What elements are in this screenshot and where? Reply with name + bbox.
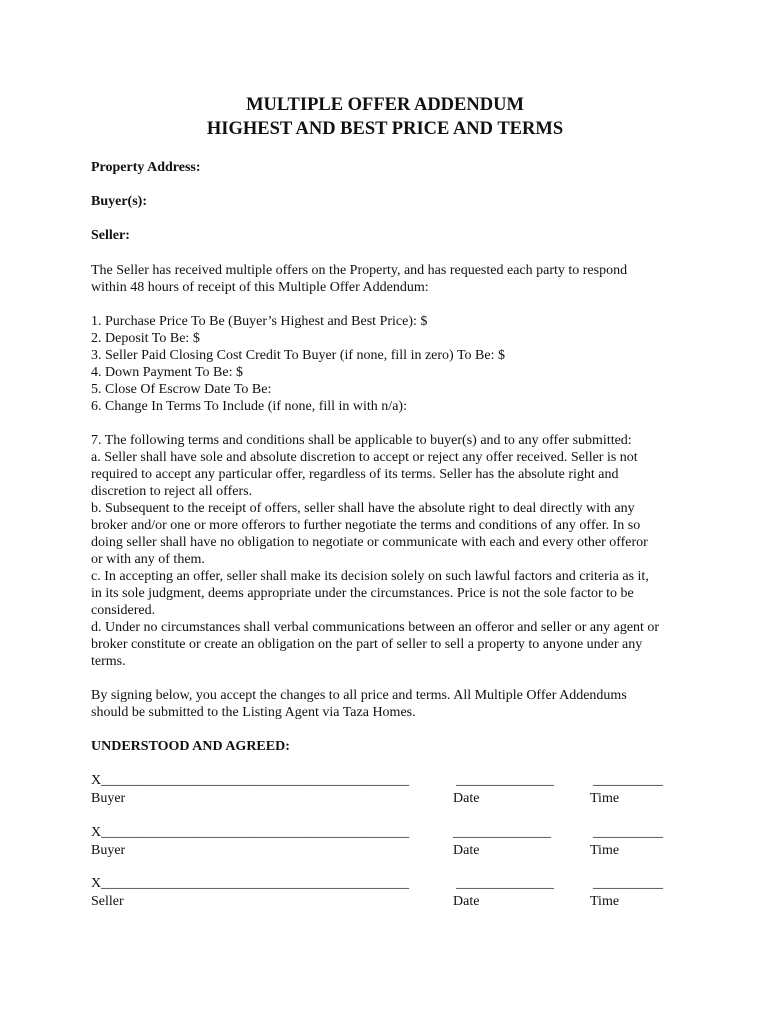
document-title-line-2: HIGHEST AND BEST PRICE AND TERMS — [206, 119, 564, 139]
buyer-1-time-line[interactable]: __________ — [593, 773, 663, 788]
seller-time-line[interactable]: __________ — [593, 876, 663, 891]
seller-time-label: Time — [590, 894, 620, 909]
buyer-2-date-label: Date — [453, 843, 480, 858]
buyer-2-role-label: Buyer — [91, 843, 126, 858]
offer-items-list — [91, 313, 691, 415]
offer-item: 6. Change In Terms To Include (if none, fill in with n/a): — [91, 399, 407, 414]
document-title-line-1: MULTIPLE OFFER ADDENDUM — [246, 95, 524, 115]
buyers-label: Buyer(s): — [91, 194, 147, 209]
terms-line: considered. — [91, 603, 156, 618]
buyer-1-date-line[interactable]: ______________ — [456, 773, 554, 788]
closing-paragraph — [91, 687, 691, 721]
terms-line: discretion to reject all offers. — [91, 484, 253, 499]
offer-item: 3. Seller Paid Closing Cost Credit To Buyer (if none, fill in zero) To Be: $ — [91, 348, 505, 363]
buyer-2-time-line[interactable]: __________ — [593, 825, 663, 840]
intro-line: within 48 hours of receipt of this Multiple Offer Addendum: — [91, 280, 429, 295]
terms-line: or with any of them. — [91, 552, 205, 567]
intro-line: The Seller has received multiple offers on the Property, and has requested each party to respond — [91, 263, 628, 278]
terms-line: terms. — [91, 654, 126, 669]
offer-item: 2. Deposit To Be: $ — [91, 331, 200, 346]
terms-line: broker constitute or create an obligation on the part of seller to sell a property to anyone under any — [91, 637, 643, 652]
seller-date-line[interactable]: ______________ — [456, 876, 554, 891]
terms-line: c. In accepting an offer, seller shall make its decision solely on such lawful factors and criteria as it, — [91, 569, 649, 584]
understood-agreed-heading: UNDERSTOOD AND AGREED: — [91, 739, 290, 754]
seller-role-label: Seller — [91, 894, 124, 909]
buyer-2-time-label: Time — [590, 843, 620, 858]
terms-paragraph — [91, 432, 691, 670]
terms-line: broker and/or one or more offerors to further negotiate the terms and conditions of any offer. In so — [91, 518, 641, 533]
seller-label: Seller: — [91, 228, 130, 243]
buyer-1-signature-line[interactable]: X____________________________________________ — [91, 773, 410, 788]
buyer-1-date-label: Date — [453, 791, 480, 806]
property-address-label: Property Address: — [91, 160, 201, 175]
terms-line: 7. The following terms and conditions shall be applicable to buyer(s) and to any offer submitted: — [91, 433, 632, 448]
offer-item: 4. Down Payment To Be: $ — [91, 365, 243, 380]
closing-line: By signing below, you accept the changes to all price and terms. All Multiple Offer Addendums — [91, 688, 627, 703]
buyer-1-role-label: Buyer — [91, 791, 126, 806]
terms-line: in its sole judgment, deems appropriate under the circumstances. Price is not the sole factor to be — [91, 586, 634, 601]
terms-line: b. Subsequent to the receipt of offers, seller shall have the absolute right to deal directly with any — [91, 501, 635, 516]
buyer-2-date-line[interactable]: ______________ — [453, 825, 551, 840]
buyer-1-time-label: Time — [590, 791, 620, 806]
offer-item: 5. Close Of Escrow Date To Be: — [91, 382, 272, 397]
offer-item: 1. Purchase Price To Be (Buyer’s Highest and Best Price): $ — [91, 314, 428, 329]
intro-paragraph — [91, 262, 691, 296]
seller-signature-line[interactable]: X____________________________________________ — [91, 876, 410, 891]
terms-line: d. Under no circumstances shall verbal communications between an offeror and seller or any agent or — [91, 620, 660, 635]
terms-line: doing seller shall have no obligation to negotiate or communicate with each and every other offeror — [91, 535, 648, 550]
terms-line: required to accept any particular offer, regardless of its terms. Seller has the absolute right and — [91, 467, 619, 482]
seller-date-label: Date — [453, 894, 480, 909]
closing-line: should be submitted to the Listing Agent via Taza Homes. — [91, 705, 416, 720]
terms-line: a. Seller shall have sole and absolute discretion to accept or reject any offer received. Seller is not — [91, 450, 638, 465]
buyer-2-signature-line[interactable]: X____________________________________________ — [91, 825, 410, 840]
